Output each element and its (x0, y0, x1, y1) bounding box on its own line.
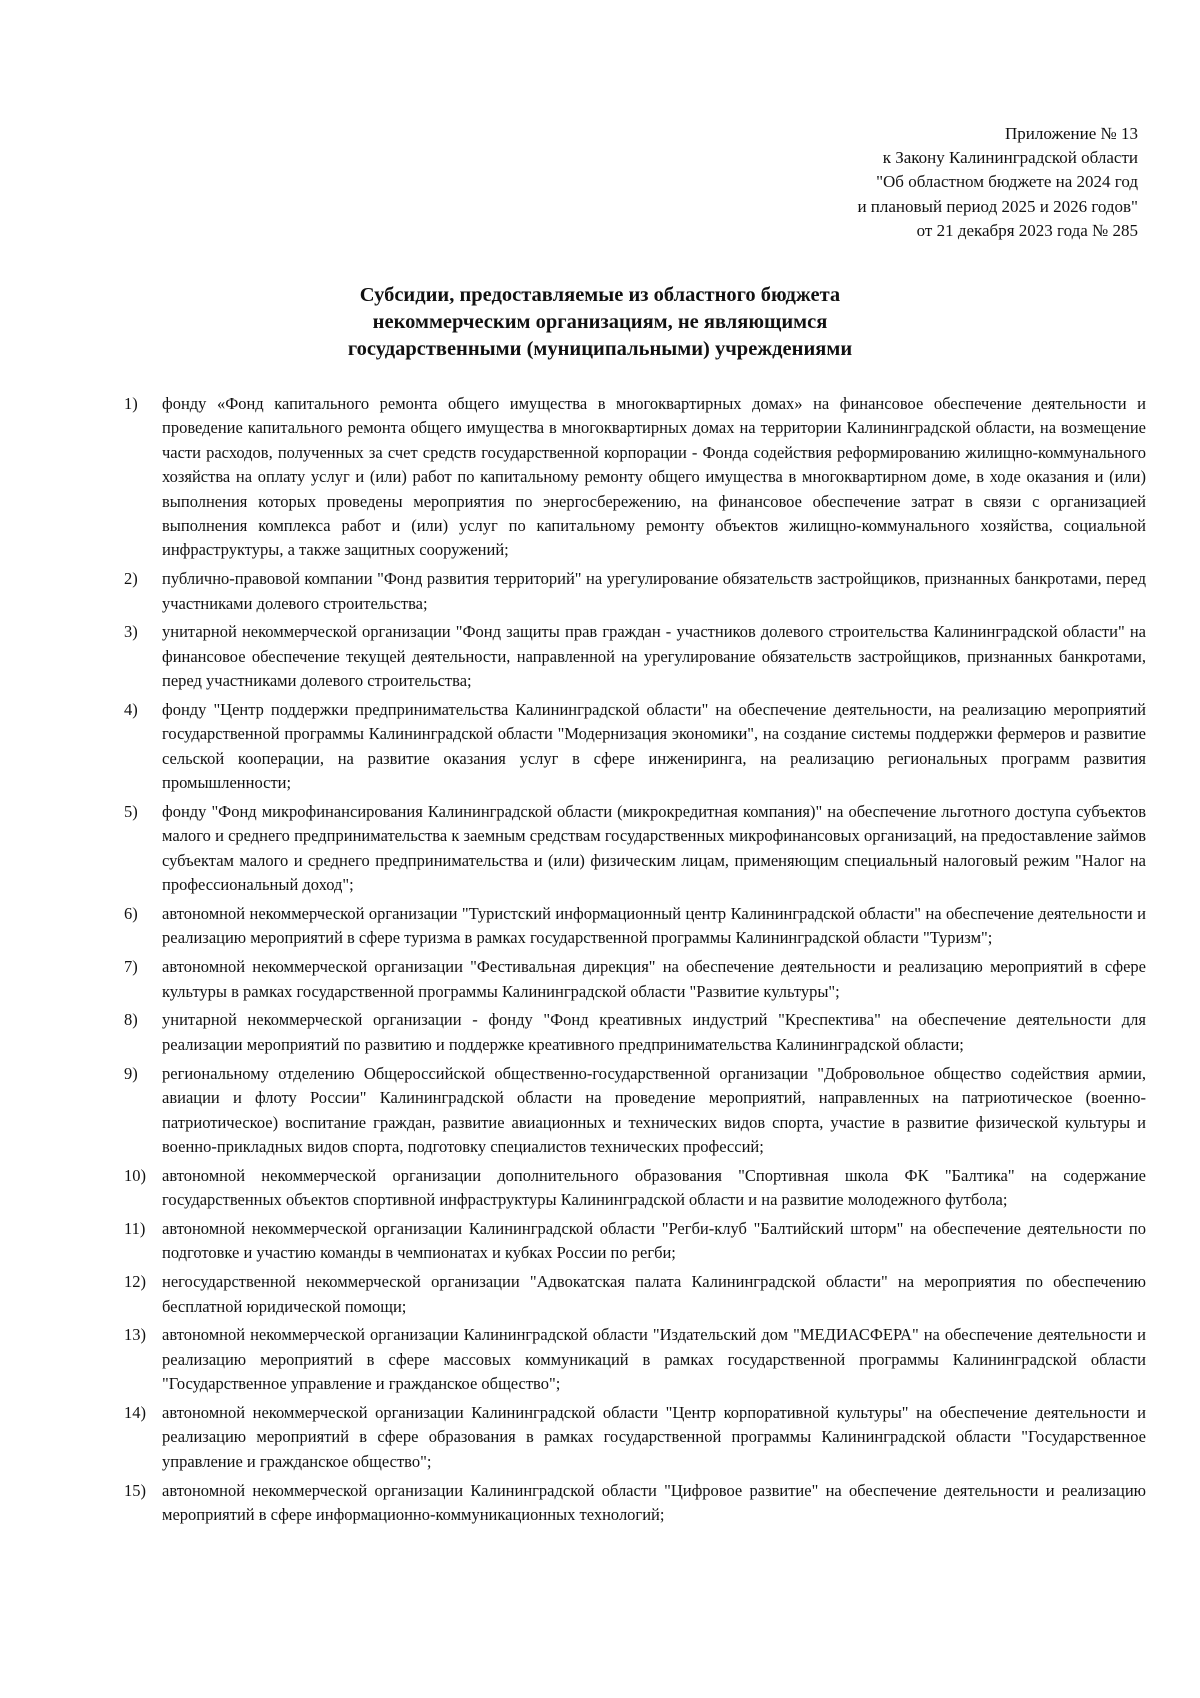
list-item (124, 1323, 1146, 1396)
item-text: автономной некоммерческой организации "Фестивальная дирекция" на обеспечение деятельности и реализацию мероприятий в сфере культуры в рамках государственной программы Калининградской области "Развитие культуры"; (162, 957, 1146, 1001)
item-text: публично-правовой компании "Фонд развития территорий" на урегулирование обязательств застройщиков, признанных банкротами, перед участниками долевого строительства; (162, 569, 1146, 613)
item-number: 13) (124, 1325, 146, 1345)
list-item (124, 1008, 1146, 1057)
list-item (124, 567, 1146, 616)
list-item (124, 698, 1146, 796)
appendix-line: и плановый период 2025 и 2026 годов" (857, 196, 1138, 216)
item-number: 3) (124, 622, 138, 642)
list-item (124, 392, 1146, 563)
list-item (124, 1479, 1146, 1528)
title-line: Субсидии, предоставляемые из областного бюджета (359, 284, 841, 306)
item-number: 9) (124, 1063, 138, 1083)
item-text: автономной некоммерческой организации дополнительного образования "Спортивная школа ФК "Балтика" на содержание государственных объектов спортивной инфраструктуры Калининградской области и на развитие молодежного футбола; (162, 1165, 1146, 1210)
list-item (124, 1270, 1146, 1319)
item-text: негосударственной некоммерческой организации "Адвокатская палата Калининградской области" на мероприятия по обеспечению бесплатной юридической помощи; (162, 1272, 1146, 1316)
title-line: некоммерческим организациям, не являющимся (372, 311, 828, 333)
item-number: 4) (124, 700, 138, 720)
list-item (124, 955, 1146, 1004)
list-item (124, 1164, 1146, 1213)
list-item (124, 1062, 1146, 1160)
item-text: региональному отделению Общероссийской общественно-государственной организации "Добровольное общество содействия армии, авиации и флоту России" Калининградской области на проведение мероприятий, направленных на патриотическое (военно-патриотическое) воспитание граждан, развитие авиационных и технических видов спорта, участие в развитие физической культуры и военно-прикладных видов спорта, подготовку специалистов технических профессий; (162, 1063, 1146, 1156)
item-number: 5) (124, 802, 138, 822)
item-text: фонду «Фонд капитального ремонта общего имущества в многоквартирных домах» на финансовое обеспечение деятельности и проведение капитального ремонта общего имущества в многоквартирных домах на территории Калининградской области, на возмещение части расходов, полученных за счет средств государственной корпорации - Фонда содействия реформированию жилищно-коммунального хозяйства на оплату услуг и (или) работ по капитальному ремонту общего имущества в многоквартирном доме, в ходе оказания и (или) выполнения которых проведены мероприятия по энергосбережению, на финансовое обеспечение затрат в связи с организацией выполнения комплекса работ и (или) услуг по капитальному ремонту объектов жилищно-коммунального хозяйства, социальной инфраструктуры, а также защитных сооружений; (162, 394, 1146, 560)
item-number: 12) (124, 1272, 146, 1292)
appendix-line: Приложение № 13 (1005, 124, 1138, 143)
list-item (124, 1217, 1146, 1266)
item-text: автономной некоммерческой организации Калининградской области "Издательский дом "МЕДИАСФЕРА" на обеспечение деятельности и реализацию мероприятий в сфере массовых коммуникаций в рамках государственной программы Калининградской области "Государственное управление и гражданское общество"; (162, 1325, 1146, 1394)
list-item (124, 1401, 1146, 1474)
item-number: 1) (124, 394, 138, 413)
item-text: унитарной некоммерческой организации - фонду "Фонд креативных индустрий "Креспектива" на обеспечение деятельности для реализации мероприятий по развитию и поддержке креативного предпринимательства Калининградской области; (162, 1010, 1146, 1054)
subsidies-list (124, 392, 1146, 1532)
item-text: фонду "Фонд микрофинансирования Калининградской области (микрокредитная компания)" на обеспечение льготного доступа субъектов малого и среднего предпринимательства к заемным средствам государственных микрофинансовых организаций, на предоставление займов субъектам малого и среднего предпринимательства и (или) физическим лицам, применяющим специальный налоговый режим "Налог на профессиональный доход"; (162, 802, 1146, 895)
item-number: 10) (124, 1165, 146, 1185)
document-title (200, 282, 1000, 363)
item-number: 8) (124, 1010, 138, 1030)
item-number: 14) (124, 1402, 146, 1422)
list-item (124, 902, 1146, 951)
appendix-line: "Об областном бюджете на 2024 год (876, 172, 1138, 192)
item-text: автономной некоммерческой организации "Туристский информационный центр Калининградской области" на обеспечение деятельности и реализацию мероприятий в сфере туризма в рамках государственной программы Калининградской области "Туризм"; (162, 904, 1146, 948)
appendix-header (538, 122, 1138, 243)
item-number: 11) (124, 1218, 146, 1238)
item-text: автономной некоммерческой организации Калининградской области "Центр корпоративной культуры" на обеспечение деятельности и реализацию мероприятий в сфере образования в рамках государственной программы Калининградской области "Государственное управление и гражданское общество"; (162, 1402, 1146, 1471)
item-text: унитарной некоммерческой организации "Фонд защиты прав граждан - участников долевого строительства Калининградской области" на финансовое обеспечение текущей деятельности, направленной на урегулирование обязательств застройщиков, признанных банкротами, перед участниками долевого строительства; (162, 622, 1146, 691)
item-number: 7) (124, 957, 138, 977)
title-line: государственными (муниципальными) учреждениями (347, 338, 853, 360)
list-item (124, 620, 1146, 693)
item-number: 2) (124, 569, 138, 589)
item-number: 6) (124, 904, 138, 924)
item-text: фонду "Центр поддержки предпринимательства Калининградской области" на обеспечение деятельности, на реализацию мероприятий государственной программы Калининградской области "Модернизация экономики", на создание системы поддержки фермеров и развитие сельской кооперации, на развитие оказания услуг в сфере инжениринга, на реализацию региональных программ развития промышленности; (162, 700, 1146, 793)
appendix-line: от 21 декабря 2023 года № 285 (916, 220, 1138, 240)
item-number: 15) (124, 1480, 146, 1500)
list-item (124, 800, 1146, 898)
item-text: автономной некоммерческой организации Калининградской области "Цифровое развитие" на обеспечение деятельности и реализацию мероприятий в сфере информационно-коммуникационных технологий; (162, 1480, 1146, 1524)
appendix-line: к Закону Калининградской области (882, 148, 1138, 168)
item-text: автономной некоммерческой организации Калининградской области "Регби-клуб "Балтийский шторм" на обеспечение деятельности по подготовке и участию команды в чемпионатах и кубках России по регби; (162, 1218, 1146, 1263)
